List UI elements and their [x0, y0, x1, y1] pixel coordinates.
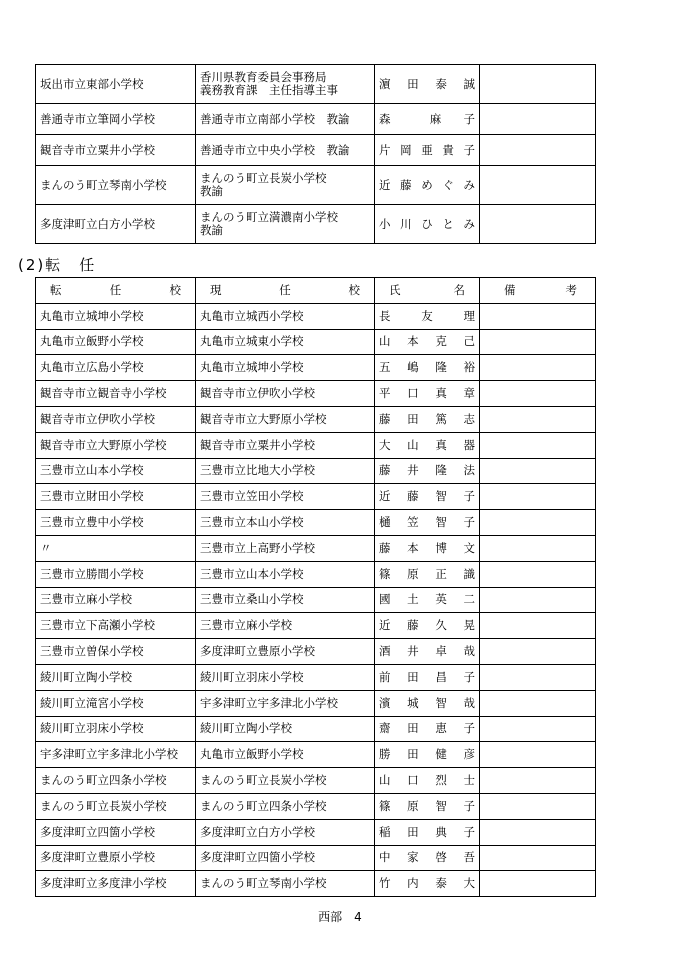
- current-school-cell: 三豊市立比地大小学校: [196, 458, 375, 484]
- current-school-cell: まんのう町立琴南小学校: [196, 871, 375, 897]
- name-cell: [375, 664, 480, 690]
- person-name: 篠原智子: [379, 798, 475, 813]
- current-school-cell: 綾川町立陶小学校: [196, 716, 375, 742]
- remarks-cell: [480, 329, 596, 355]
- table-row: [36, 484, 596, 510]
- header-name: 氏名: [375, 278, 480, 304]
- header-current-school: 現任校: [196, 278, 375, 304]
- person-name: 片 岡 亜 貴 子: [379, 142, 475, 157]
- remarks-cell: [480, 432, 596, 458]
- school-cell: まんのう町立琴南小学校: [36, 166, 196, 205]
- transfer-school-cell: 丸亀市立飯野小学校: [36, 329, 196, 355]
- current-school-cell: 丸亀市立城坤小学校: [196, 355, 375, 381]
- name-cell: [375, 716, 480, 742]
- transfer-school-cell: 観音寺市立観音寺小学校: [36, 381, 196, 407]
- person-name: 中家啓吾: [379, 850, 475, 865]
- person-name: 近藤久晃: [379, 618, 475, 633]
- person-name: 平口真章: [379, 386, 475, 401]
- table-row: [36, 742, 596, 768]
- name-cell: [375, 406, 480, 432]
- name-cell: [375, 381, 480, 407]
- remarks-cell: [480, 742, 596, 768]
- header-remarks: 備考: [480, 278, 596, 304]
- table-row: [36, 871, 596, 897]
- person-name: 濱城智哉: [379, 695, 475, 710]
- remarks-cell: [480, 768, 596, 794]
- page-footer: 西部 4: [318, 910, 362, 924]
- prior-appointments-table: [35, 64, 596, 244]
- name-cell: [375, 458, 480, 484]
- transfer-school-cell: 三豊市立豊中小学校: [36, 510, 196, 536]
- transfer-school-cell: 三豊市立麻小学校: [36, 587, 196, 613]
- person-name: 五嶋隆裕: [379, 360, 475, 375]
- table-row: [36, 406, 596, 432]
- current-school-cell: 三豊市立麻小学校: [196, 613, 375, 639]
- current-school-cell: 三豊市立笠田小学校: [196, 484, 375, 510]
- section-heading: (2)転 任: [18, 256, 97, 274]
- current-school-cell: 丸亀市立城西小学校: [196, 303, 375, 329]
- name-cell: [375, 871, 480, 897]
- remarks-cell: [480, 871, 596, 897]
- remarks-cell: [480, 639, 596, 665]
- person-name: 小 川 ひ と み: [379, 216, 475, 231]
- table-row: [36, 690, 596, 716]
- name-cell: [375, 793, 480, 819]
- name-cell: [375, 768, 480, 794]
- table-row: [36, 819, 596, 845]
- table-row: [36, 510, 596, 536]
- name-cell: [375, 432, 480, 458]
- table-row: [36, 65, 596, 104]
- current-line: 香川県教育委員会事務局: [200, 70, 327, 84]
- current-school-cell: まんのう町立四条小学校: [196, 793, 375, 819]
- name-cell: [375, 65, 480, 104]
- current-position-cell: [196, 65, 375, 104]
- transfer-school-cell: 〃: [36, 535, 196, 561]
- school-cell: 観音寺市立粟井小学校: [36, 135, 196, 166]
- table-row: [36, 587, 596, 613]
- transfer-school-cell: まんのう町立四条小学校: [36, 768, 196, 794]
- transfer-school-cell: 三豊市立財田小学校: [36, 484, 196, 510]
- remarks-cell: [480, 406, 596, 432]
- remarks-cell: [480, 587, 596, 613]
- remarks-cell: [480, 166, 596, 205]
- current-position-cell: 善通寺市立中央小学校 教諭: [196, 135, 375, 166]
- current-school-cell: 三豊市立本山小学校: [196, 510, 375, 536]
- transfer-school-cell: 丸亀市立城坤小学校: [36, 303, 196, 329]
- transfer-school-cell: 綾川町立羽床小学校: [36, 716, 196, 742]
- header-transfer-school: 転任校: [36, 278, 196, 304]
- current-school-cell: 宇多津町立宇多津北小学校: [196, 690, 375, 716]
- transfer-school-cell: 観音寺市立大野原小学校: [36, 432, 196, 458]
- remarks-cell: [480, 716, 596, 742]
- person-name: 山口烈士: [379, 773, 475, 788]
- school-cell: 善通寺市立筆岡小学校: [36, 104, 196, 135]
- table-row: [36, 845, 596, 871]
- name-cell: [375, 205, 480, 244]
- current-position-cell: 善通寺市立南部小学校 教諭: [196, 104, 375, 135]
- current-school-cell: 観音寺市立粟井小学校: [196, 432, 375, 458]
- current-position-cell: [196, 166, 375, 205]
- current-school-cell: 多度津町立四箇小学校: [196, 845, 375, 871]
- transfer-school-cell: 宇多津町立宇多津北小学校: [36, 742, 196, 768]
- current-school-cell: 観音寺市立大野原小学校: [196, 406, 375, 432]
- transfer-school-cell: 観音寺市立伊吹小学校: [36, 406, 196, 432]
- remarks-cell: [480, 303, 596, 329]
- person-name: 大山真器: [379, 437, 475, 452]
- transfer-school-cell: 三豊市立勝間小学校: [36, 561, 196, 587]
- transfer-table: [35, 277, 596, 897]
- person-name: 長友理: [379, 308, 475, 323]
- transfer-school-cell: 丸亀市立広島小学校: [36, 355, 196, 381]
- name-cell: [375, 510, 480, 536]
- table-row: [36, 613, 596, 639]
- table-row: [36, 561, 596, 587]
- current-school-cell: 丸亀市立飯野小学校: [196, 742, 375, 768]
- name-cell: [375, 355, 480, 381]
- remarks-cell: [480, 355, 596, 381]
- current-school-cell: 三豊市立山本小学校: [196, 561, 375, 587]
- name-cell: [375, 742, 480, 768]
- name-cell: [375, 329, 480, 355]
- current-line: 教諭: [200, 223, 223, 237]
- name-cell: [375, 587, 480, 613]
- remarks-cell: [480, 104, 596, 135]
- current-line: まんのう町立満濃南小学校: [200, 210, 338, 224]
- name-cell: [375, 819, 480, 845]
- remarks-cell: [480, 793, 596, 819]
- table-row: [36, 768, 596, 794]
- table-row: [36, 205, 596, 244]
- name-cell: [375, 535, 480, 561]
- person-name: 近 藤 め ぐ み: [379, 177, 475, 192]
- name-cell: [375, 303, 480, 329]
- current-school-cell: 丸亀市立城東小学校: [196, 329, 375, 355]
- current-school-cell: 多度津町立白方小学校: [196, 819, 375, 845]
- person-name: 濵 田 泰 誠: [379, 76, 475, 91]
- transfer-school-cell: 綾川町立陶小学校: [36, 664, 196, 690]
- header-row: [36, 278, 596, 304]
- current-line: まんのう町立長炭小学校: [200, 171, 327, 185]
- person-name: 勝田健彦: [379, 747, 475, 762]
- name-cell: [375, 639, 480, 665]
- person-name: 近藤智子: [379, 489, 475, 504]
- transfer-school-cell: 綾川町立滝宮小学校: [36, 690, 196, 716]
- name-cell: [375, 690, 480, 716]
- transfer-school-cell: 三豊市立下高瀬小学校: [36, 613, 196, 639]
- table-row: [36, 104, 596, 135]
- remarks-cell: [480, 690, 596, 716]
- remarks-cell: [480, 664, 596, 690]
- name-cell: [375, 845, 480, 871]
- current-school-cell: 観音寺市立伊吹小学校: [196, 381, 375, 407]
- name-cell: [375, 484, 480, 510]
- person-name: 國土英二: [379, 592, 475, 607]
- table-row: [36, 639, 596, 665]
- transfer-school-cell: まんのう町立長炭小学校: [36, 793, 196, 819]
- remarks-cell: [480, 484, 596, 510]
- current-school-cell: 三豊市立上高野小学校: [196, 535, 375, 561]
- name-cell: [375, 613, 480, 639]
- table-row: [36, 355, 596, 381]
- transfer-school-cell: 多度津町立豊原小学校: [36, 845, 196, 871]
- person-name: 森 麻 子: [379, 111, 475, 126]
- current-line: 教諭: [200, 184, 223, 198]
- remarks-cell: [480, 458, 596, 484]
- person-name: 藤田篤志: [379, 411, 475, 426]
- person-name: 藤本博文: [379, 540, 475, 555]
- transfer-school-cell: 三豊市立山本小学校: [36, 458, 196, 484]
- table-row: [36, 166, 596, 205]
- name-cell: [375, 135, 480, 166]
- remarks-cell: [480, 819, 596, 845]
- remarks-cell: [480, 205, 596, 244]
- person-name: 前田昌子: [379, 669, 475, 684]
- table-row: [36, 664, 596, 690]
- person-name: 藤井隆法: [379, 463, 475, 478]
- remarks-cell: [480, 381, 596, 407]
- current-school-cell: 綾川町立羽床小学校: [196, 664, 375, 690]
- person-name: 竹内泰大: [379, 876, 475, 891]
- table-row: [36, 303, 596, 329]
- current-school-cell: まんのう町立長炭小学校: [196, 768, 375, 794]
- person-name: 齋田恵子: [379, 721, 475, 736]
- table-row: [36, 381, 596, 407]
- remarks-cell: [480, 510, 596, 536]
- current-position-cell: [196, 205, 375, 244]
- remarks-cell: [480, 135, 596, 166]
- person-name: 樋笠智子: [379, 515, 475, 530]
- table-row: [36, 716, 596, 742]
- name-cell: [375, 166, 480, 205]
- table-row: [36, 458, 596, 484]
- table-row: [36, 793, 596, 819]
- person-name: 稲田典子: [379, 824, 475, 839]
- table-row: [36, 329, 596, 355]
- remarks-cell: [480, 65, 596, 104]
- remarks-cell: [480, 845, 596, 871]
- school-cell: 多度津町立白方小学校: [36, 205, 196, 244]
- person-name: 篠原正識: [379, 566, 475, 581]
- transfer-school-cell: 多度津町立多度津小学校: [36, 871, 196, 897]
- table-row: [36, 535, 596, 561]
- transfer-school-cell: 三豊市立曽保小学校: [36, 639, 196, 665]
- remarks-cell: [480, 613, 596, 639]
- transfer-table-body: [36, 303, 596, 896]
- table-row: [36, 135, 596, 166]
- table-row: [36, 432, 596, 458]
- remarks-cell: [480, 535, 596, 561]
- person-name: 山本克己: [379, 334, 475, 349]
- current-school-cell: 多度津町立豊原小学校: [196, 639, 375, 665]
- school-cell: 坂出市立東部小学校: [36, 65, 196, 104]
- name-cell: [375, 104, 480, 135]
- remarks-cell: [480, 561, 596, 587]
- name-cell: [375, 561, 480, 587]
- transfer-school-cell: 多度津町立四箇小学校: [36, 819, 196, 845]
- current-line: 義務教育課 主任指導主事: [200, 83, 338, 97]
- current-school-cell: 三豊市立桑山小学校: [196, 587, 375, 613]
- person-name: 酒井卓哉: [379, 644, 475, 659]
